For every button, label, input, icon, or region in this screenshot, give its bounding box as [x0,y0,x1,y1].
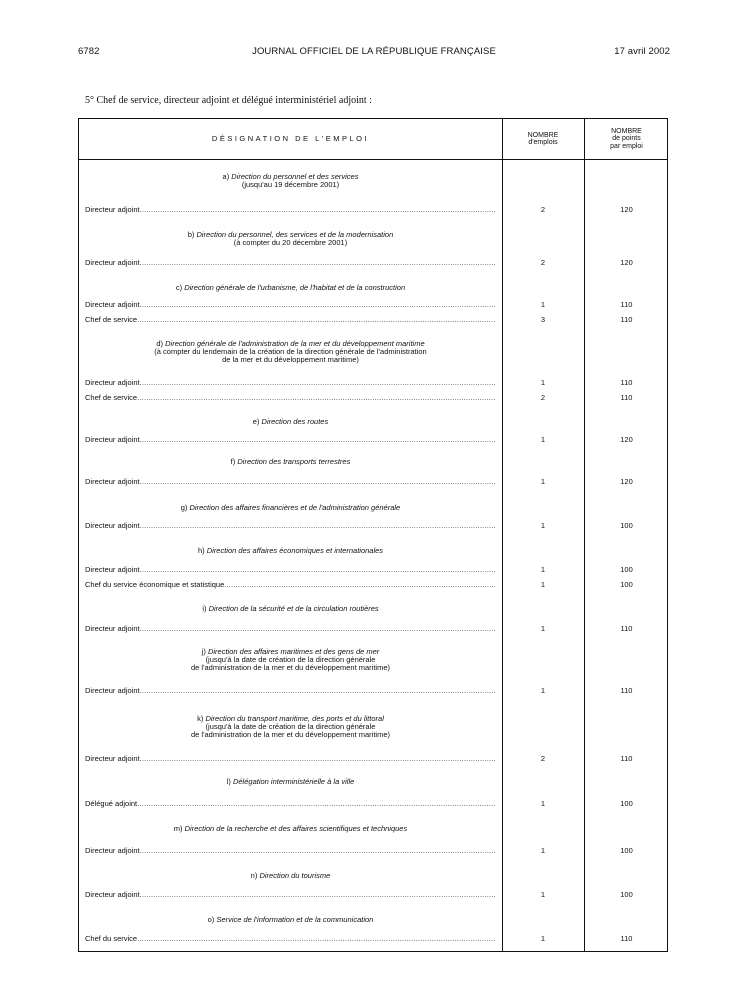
column-header-line: NOMBRE [611,127,642,135]
section-title-text: Direction générale de l'administration de la mer et du développement maritime [165,339,425,348]
section-title-text: Direction du tourisme [259,871,331,880]
section-title-text: Direction des affaires maritimes et des gens de mer [207,647,380,656]
table-row [79,934,669,943]
section-title [79,504,502,512]
points-count: 110 [620,754,633,763]
points-count: 110 [620,300,633,309]
table-row [79,846,669,855]
section-subtitle: (jusqu'au 19 décembre 2001) [241,180,340,189]
job-label: Directeur adjoint ..... [85,378,495,387]
page-number: 6782 [78,46,100,57]
table-row [79,205,669,214]
section-title-text: Service de l'information et de la communication [216,915,374,924]
section-letter: h) [197,546,205,555]
section-intro: 5° Chef de service, directeur adjoint et délégué interministériel adjoint : [85,95,372,106]
table-row [79,300,669,309]
points-count: 100 [620,799,633,808]
job-label: Directeur adjoint ..... [85,521,495,530]
job-label: Délégué adjoint ..... [85,799,495,808]
header-divider [79,159,667,160]
emplois-count: 1 [540,686,546,695]
emplois-count: 1 [540,435,546,444]
table-row [79,477,669,486]
section-title-text: Direction de la recherche et des affaires scientifiques et techniques [184,824,408,833]
job-label: Directeur adjoint ..... [85,565,495,574]
points-count: 110 [620,315,633,324]
section-title [79,648,502,672]
section-title-text: Direction des affaires économiques et internationales [206,546,384,555]
points-count: 110 [620,934,633,943]
points-count: 100 [620,580,633,589]
points-count: 110 [620,393,633,402]
section-subtitle: (jusqu'à la date de création de la direction générale [205,655,376,664]
section-title [79,916,502,924]
column-header-points [584,119,669,159]
table-row [79,565,669,574]
section-title [79,872,502,880]
table-row [79,799,669,808]
table-row [79,686,669,695]
column-header-line: NOMBRE [527,131,559,139]
section-letter: b) [187,230,195,239]
job-label: Directeur adjoint ..... [85,258,495,267]
column-header-emplois [502,119,584,159]
points-count: 110 [620,686,633,695]
points-count: 110 [620,624,633,633]
points-count: 100 [620,846,633,855]
column-header-designation: DÉSIGNATION DE L'EMPLOI [211,134,370,144]
section-letter: i) [202,604,207,613]
section-letter: k) [197,714,204,723]
emplois-count: 1 [540,477,546,486]
table-row [79,580,669,589]
emplois-count: 1 [540,580,546,589]
section-letter: g) [180,503,188,512]
job-label: Chef du service économique et statistique ..... [85,580,495,589]
emplois-count: 3 [540,315,546,324]
table-row [79,754,669,763]
table-row [79,258,669,267]
section-letter: n) [250,871,258,880]
journal-title: JOURNAL OFFICIEL DE LA RÉPUBLIQUE FRANÇAISE [252,46,496,57]
column-divider [584,119,585,951]
column-divider [502,119,503,951]
section-title-text: Direction du personnel, des services et de la modernisation [196,230,394,239]
section-subtitle: (à compter du 20 décembre 2001) [233,238,348,247]
section-title-text: Direction générale de l'urbanisme, de l'habitat et de la construction [184,283,406,292]
points-count: 120 [620,205,633,214]
section-subtitle: de la mer et du développement maritime) [222,355,359,364]
emplois-count: 1 [540,890,546,899]
section-title [79,231,502,247]
section-title [79,605,502,613]
job-label: Chef de service ..... [85,315,495,324]
emplois-count: 1 [540,624,546,633]
column-header-line: d'emplois [528,139,558,146]
job-label: Chef de service ..... [85,393,495,402]
points-count: 100 [620,890,633,899]
section-letter: f) [230,457,236,466]
section-title [79,825,502,833]
emplois-count: 2 [540,754,546,763]
column-header-line: par emploi [610,142,643,150]
section-subtitle: (à compter du lendemain de la création de la direction générale de l'administration [154,347,427,356]
employment-table [78,118,668,952]
emplois-count: 1 [540,521,546,530]
section-subtitle: de l'administration de la mer et du développement maritime) [190,663,391,672]
section-letter: j) [201,647,206,656]
section-title-text: Direction du transport maritime, des ports et du littoral [205,714,384,723]
emplois-count: 1 [540,846,546,855]
section-title-text: Direction des transports terrestres [237,457,351,466]
section-title [79,458,502,466]
points-count: 100 [620,521,633,530]
section-title-text: Direction du personnel et des services [231,172,359,181]
table-row [79,393,669,402]
section-letter: m) [173,824,183,833]
section-title-text: Direction des affaires financières et de l'administration générale [189,503,401,512]
job-label: Directeur adjoint ..... [85,846,495,855]
section-title-text: Direction de la sécurité et de la circulation routières [208,604,379,613]
job-label: Directeur adjoint ..... [85,686,495,695]
table-row [79,378,669,387]
emplois-count: 1 [540,565,546,574]
emplois-count: 1 [540,934,546,943]
points-count: 120 [620,258,633,267]
section-title-text: Délégation interministérielle à la ville [232,777,355,786]
section-title [79,547,502,555]
job-label: Directeur adjoint ..... [85,435,495,444]
section-letter: l) [226,777,231,786]
emplois-count: 1 [540,300,546,309]
section-title [79,418,502,426]
table-row [79,435,669,444]
emplois-count: 2 [540,258,546,267]
emplois-count: 1 [540,378,546,387]
table-row [79,315,669,324]
points-count: 100 [620,565,633,574]
section-title-text: Direction des routes [261,417,329,426]
section-title [79,173,502,189]
section-title [79,340,502,364]
section-subtitle: de l'administration de la mer et du développement maritime) [190,730,391,739]
table-row [79,624,669,633]
points-count: 120 [620,477,633,486]
section-letter: o) [207,915,215,924]
section-subtitle: (jusqu'à la date de création de la direction générale [205,722,376,731]
job-label: Directeur adjoint ..... [85,205,495,214]
job-label: Directeur adjoint ..... [85,890,495,899]
job-label: Directeur adjoint ..... [85,300,495,309]
emplois-count: 2 [540,205,546,214]
points-count: 110 [620,378,633,387]
table-row [79,890,669,899]
section-letter: c) [175,283,183,292]
emplois-count: 2 [540,393,546,402]
column-header-line: de points [612,135,641,143]
job-label: Directeur adjoint ..... [85,754,495,763]
emplois-count: 1 [540,799,546,808]
section-letter: e) [252,417,260,426]
table-row [79,521,669,530]
page-header [78,46,670,60]
section-letter: d) [156,339,164,348]
points-count: 120 [620,435,633,444]
job-label: Directeur adjoint ..... [85,624,495,633]
job-label: Chef du service ..... [85,934,495,943]
section-title [79,715,502,739]
publication-date: 17 avril 2002 [614,46,670,57]
section-letter: a) [222,172,230,181]
section-title [79,284,502,292]
section-title [79,778,502,786]
job-label: Directeur adjoint ..... [85,477,495,486]
